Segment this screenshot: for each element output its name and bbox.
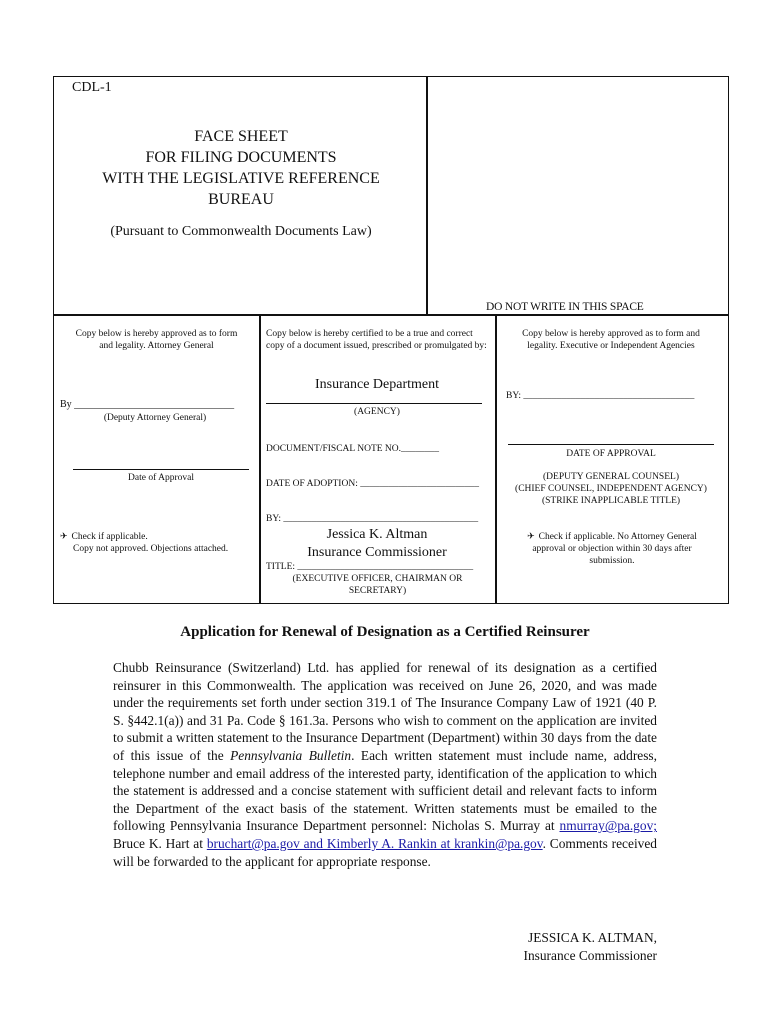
- attorney-check-label: Check if applicable.: [71, 532, 148, 542]
- executive-check: [515, 531, 709, 567]
- agency-name: Insurance Department: [315, 377, 439, 392]
- executive-agency-note: Copy below is hereby approved as to form and legality. Executive or Independent Agencies: [522, 329, 700, 351]
- executive-date-line: [508, 444, 714, 445]
- header-divider: [426, 76, 428, 315]
- notice-body: [113, 659, 657, 870]
- notice-body-part: . Each written statement must include name, address, telephone number and email address of the interested party, identification of the application to which the statement is addressed and a concise statement with sufficient detail and relevant facts to inform the Department of the exact basis of the statement. Written statements must be emailed to the following Pennsylvania Insurance Department personnel: Nicholas S. Murray at: [113, 747, 657, 834]
- executive-by-line: BY: ____________________________________: [506, 391, 695, 401]
- deputy-ag-caption: (Deputy Attorney General): [103, 413, 207, 423]
- attorney-by-line: By ________________________________: [60, 399, 235, 410]
- attorney-date-line: [73, 469, 249, 470]
- email-murray-link[interactable]: nmurray@pa.gov;: [559, 818, 657, 834]
- title-line: FACE SHEET: [194, 128, 288, 145]
- counsel-line: (CHIEF COUNSEL, INDEPENDENT AGENCY): [515, 484, 707, 494]
- certified-by-line: BY: _________________________________________: [266, 514, 479, 524]
- counsel-line: (STRIKE INAPPLICABLE TITLE): [541, 496, 681, 506]
- signer-title: Insurance Commissioner: [307, 545, 447, 560]
- attorney-check: [60, 531, 230, 555]
- certification-note: Copy below is hereby certified to be a true and correct copy of a document issued, prescribed or promulgated by:: [266, 329, 487, 351]
- signature-title: Insurance Commissioner: [523, 948, 657, 963]
- do-not-write-label: DO NOT WRITE IN THIS SPACE: [486, 301, 644, 313]
- notice-body-part: Bruce K. Hart at: [113, 835, 207, 851]
- doc-fiscal-note: DOCUMENT/FISCAL NOTE NO.________: [266, 444, 440, 454]
- title-line: BUREAU: [208, 191, 274, 208]
- email-hart-rankin-link[interactable]: bruchart@pa.gov and Kimberly A. Rankin at krankin@pa.gov: [206, 835, 543, 851]
- attorney-date-caption: Date of Approval: [128, 473, 194, 483]
- airplane-icon: ✈: [60, 532, 68, 542]
- title-line: FOR FILING DOCUMENTS: [145, 149, 337, 166]
- counsel-captions: [498, 471, 724, 507]
- signature-block: [523, 929, 657, 965]
- notice-body-part: . Comments received will be forwarded to the applicant for appropriate response.: [113, 835, 657, 869]
- signature-name: JESSICA K. ALTMAN,: [528, 930, 657, 945]
- notice-heading: Application for Renewal of Designation as a Certified Reinsurer: [180, 624, 590, 640]
- title-line: WITH THE LEGISLATIVE REFERENCE: [102, 170, 380, 187]
- title-caption: (EXECUTIVE OFFICER, CHAIRMAN OR SECRETARY): [292, 574, 463, 596]
- column-divider-1: [259, 314, 261, 604]
- airplane-icon: ✈: [527, 532, 535, 542]
- section-divider: [53, 314, 729, 316]
- agency-line: [266, 403, 482, 404]
- title-line-field: TITLE: _____________________________________: [266, 562, 474, 572]
- form-code: CDL-1: [72, 80, 112, 95]
- publication-name: Pennsylvania Bulletin: [230, 747, 352, 763]
- pursuant-note: (Pursuant to Commonwealth Documents Law): [110, 224, 372, 239]
- notice-body-part: Chubb Reinsurance (Switzerland) Ltd. has applied for renewal of its designation as a certified reinsurer in this Commonwealth. The application was received on June 26, 2020, and was made under the requirements set forth under section 319.1 of The Insurance Company Law of 1921 (40 P. S. §442.1(a)) and 31 Pa. Code § 161.3a. Persons who wish to comment on the application are invited to submit a written statement to the Insurance Department (Department) within 30 days from the date of this issue of the: [113, 660, 657, 763]
- agency-caption: (AGENCY): [354, 407, 400, 417]
- signer-name: Jessica K. Altman: [326, 527, 428, 542]
- attorney-general-note: Copy below is hereby approved as to form and legality. Attorney General: [75, 329, 238, 351]
- counsel-line: (DEPUTY GENERAL COUNSEL): [543, 472, 679, 482]
- face-sheet-title: [56, 126, 426, 210]
- column-divider-2: [495, 314, 497, 604]
- attorney-check-detail: Copy not approved. Objections attached.: [73, 544, 229, 554]
- executive-date-caption: DATE OF APPROVAL: [566, 449, 656, 459]
- date-of-adoption: DATE OF ADOPTION: _________________________: [266, 479, 479, 489]
- executive-check-label: Check if applicable. No Attorney General approval or objection within 30 days after submission.: [532, 532, 697, 566]
